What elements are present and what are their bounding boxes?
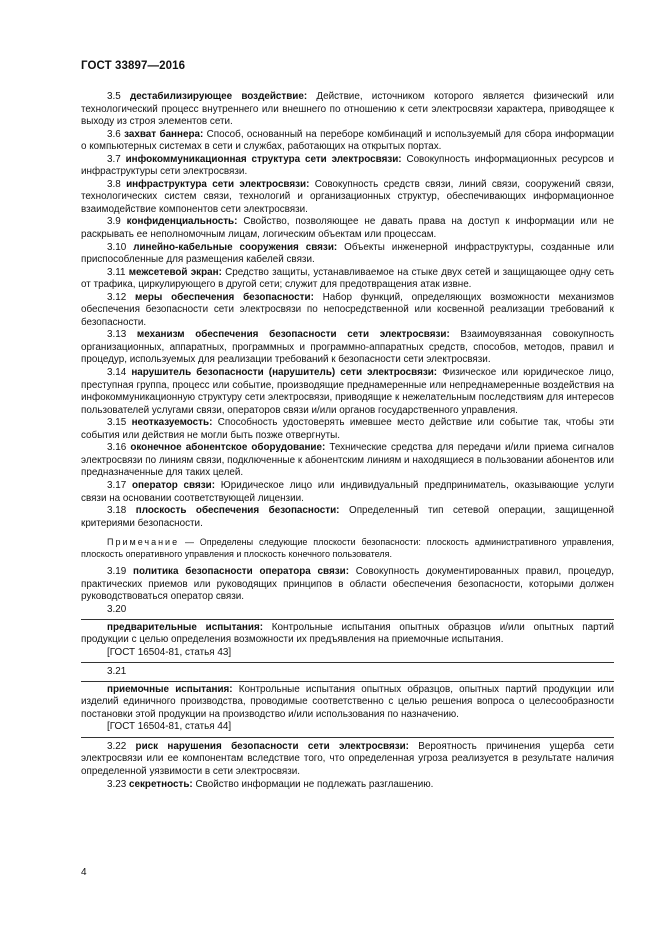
definition-term: политика безопасности оператора связи: [133, 566, 349, 578]
definition-3-23 [81, 779, 614, 792]
definition-3-6 [81, 129, 614, 154]
definition-term: оконечное абонентское оборудование: [130, 442, 326, 454]
note-text: — Определены следующие плоскости безопасности: плоскость административного управления, плоскость оперативного управления и плоскость конечного пользователя. [81, 537, 614, 559]
definition-text: Действие, источником которого является физический или технологический процесс внутреннего или внешнего по отношению к сети электросвязи характера, приводящее к выходу из строя элементов сети. [81, 91, 614, 128]
definition-3-11 [81, 267, 614, 292]
note [81, 537, 614, 560]
definition-number: 3.16 [107, 442, 127, 454]
definition-text: Совокупность документированных правил, процедур, практических приемов или руководящих принципов в области обеспечения безопасности, которыми должен руководствоваться оператор связи. [81, 566, 615, 603]
definition-3-7 [81, 154, 614, 179]
definition-number: 3.9 [107, 216, 121, 228]
boxed-definition-3-20 [81, 619, 614, 664]
definition-text: Свойство, позволяющее не давать права на доступ к информации или не раскрывать ее неполномочным лицам, логическим объектам или процессам. [81, 216, 614, 241]
definition-source: [ГОСТ 16504-81, статья 44] [107, 721, 232, 733]
definition-number: 3.15 [107, 417, 127, 429]
definition-term: секретность: [128, 778, 193, 790]
document-header: ГОСТ 33897—2016 [81, 60, 186, 72]
definition-number: 3.6 [107, 128, 121, 140]
definition-number: 3.13 [107, 329, 127, 341]
definition-3-12 [81, 292, 614, 330]
definition-source: [ГОСТ 16504-81, статья 43] [107, 646, 232, 658]
definitions-list-tail [81, 741, 614, 791]
definition-3-19 [81, 566, 614, 604]
definition-text: Способ, основанный на переборе комбинаций и используемый для сбора информации о компьютерных системах в сети и службах, работающих на открытых портах. [81, 128, 615, 153]
boxed-definition-body [81, 684, 614, 722]
definition-number: 3.10 [107, 241, 127, 253]
definition-text: Совокупность информационных ресурсов и инфраструктуры сети электросвязи. [81, 153, 614, 178]
definition-number: 3.11 [107, 266, 126, 278]
definition-text: Средство защиты, устанавливаемое на стыке двух сетей и защищающее одну сеть от трафика, циркулирующего в другой сети; служит для предотвращения атак извне. [81, 266, 614, 291]
definition-3-16 [81, 442, 614, 480]
definition-number: 3.23 [107, 778, 127, 790]
definition-term: инфокоммуникационная структура сети электросвязи: [125, 153, 402, 165]
definition-3-18 [81, 505, 614, 530]
definition-number: 3.18 [107, 505, 127, 517]
definition-3-17 [81, 480, 614, 505]
definition-term: оператор связи: [132, 479, 215, 491]
definition-number: 3.22 [107, 740, 127, 752]
definition-term: межсетевой экран: [128, 266, 222, 278]
definition-text: Контрольные испытания опытных образцов, опытных партий продукции или изделий единичного производства, проводимые соответственно с целью решения вопроса о целесообразности постановки этой продукции на производство и/или использования по назначению. [81, 683, 614, 720]
note-label: Примечание [107, 537, 180, 548]
boxed-definition-3-21 [81, 681, 614, 738]
definition-3-5 [81, 91, 614, 129]
definition-3-15 [81, 417, 614, 442]
definition-term: механизм обеспечения безопасности сети электросвязи: [136, 329, 450, 341]
definition-term: линейно-кабельные сооружения связи: [133, 241, 338, 253]
definition-text: Взаимоувязанная совокупность организационных, аппаратных, программных и программно-аппаратных средств, способов, методов, правил и процедур, используемых для реализации требований к безопасности сети электросвязи. [81, 329, 614, 366]
definition-3-10 [81, 242, 614, 267]
boxed-definition-body [81, 622, 614, 647]
definition-term: инфраструктура сети электросвязи: [126, 178, 310, 190]
definition-term: меры обеспечения безопасности: [135, 291, 314, 303]
definitions-list [81, 91, 614, 530]
definition-text: Физическое или юридическое лицо, преступная группа, процесс или событие, производящие преднамеренные или непреднамеренные воздействия на инфокоммуникационную структуру сети электросвязи, приводящие к нежелательным последствиям для интересов пользователей услугами связи, операторов связи и/или органов государственного управления. [81, 367, 614, 416]
definition-term: риск нарушения безопасности сети электросвязи: [135, 740, 409, 752]
definition-term: неотказуемость: [131, 417, 213, 429]
definition-3-22 [81, 741, 614, 779]
definition-text: Способность удостоверять имевшее место действие или событие так, чтобы эти события или действия не могли быть позже отвергнуты. [81, 417, 614, 441]
definition-term: плоскость обеспечения безопасности: [135, 505, 340, 517]
definition-number: 3.19 [107, 566, 127, 578]
box-number-3-20: 3.20 [107, 603, 127, 615]
definition-text: Вероятность причинения ущерба сети электросвязи или ее компонентам вследствие того, что определенная угроза реализуется в результате наличия определенной уязвимости в сети электросвязи. [81, 740, 614, 777]
definition-term: приемочные испытания: [107, 683, 233, 695]
definition-number: 3.5 [107, 91, 121, 102]
definition-text: Набор функций, определяющих возможности механизмов обеспечения безопасности сети электросвязи по непосредственной или косвенной реализации требований к безопасности. [81, 291, 615, 328]
definition-number: 3.14 [107, 367, 127, 379]
page-number: 4 [81, 867, 87, 878]
definition-3-13 [81, 329, 614, 367]
definition-number: 3.8 [107, 178, 121, 190]
definition-3-9 [81, 216, 614, 241]
box-number-3-21: 3.21 [107, 666, 127, 678]
definition-text: Технические средства для передачи и/или приема сигналов электросвязи по линиям связи, подключенные к абонентским линиям и находящиеся в пользовании абонентов или предназначенные для таких целей. [81, 442, 614, 479]
definition-text: Свойство информации не подлежать разглашению. [195, 778, 434, 790]
definition-text: Юридическое лицо или индивидуальный предприниматель, оказывающие услуги связи на основании соответствующей лицензии. [81, 479, 614, 504]
definition-text: Контрольные испытания опытных образцов и/или опытных партий продукции с целью определения возможности их предъявления на приемочные испытания. [81, 621, 614, 646]
definition-term: захват баннера: [124, 128, 204, 140]
definition-term: нарушитель безопасности (нарушитель) сети электросвязи: [131, 367, 438, 379]
document-body [81, 91, 614, 791]
definition-number: 3.12 [107, 291, 127, 303]
definition-text: Совокупность средств связи, линий связи, сооружений связи, технологических систем связи, технологий и организационных структур, обеспечивающих информационное взаимодействие компонентов сети электросвязи. [81, 178, 614, 215]
definition-text: Определенный тип сетевой операции, защищенной критериями безопасности. [81, 505, 615, 529]
definition-term: дестабилизирующее воздействие: [129, 91, 308, 102]
definition-term: предварительные испытания: [107, 621, 264, 633]
definition-number: 3.17 [107, 479, 127, 491]
definition-3-14 [81, 367, 614, 417]
definition-number: 3.7 [107, 153, 121, 165]
definition-text: Объекты инженерной инфраструктуры, созданные или приспособленные для размещения кабелей связи. [81, 241, 614, 266]
definition-3-8 [81, 179, 614, 217]
definition-term: конфиденциальность: [126, 216, 238, 228]
